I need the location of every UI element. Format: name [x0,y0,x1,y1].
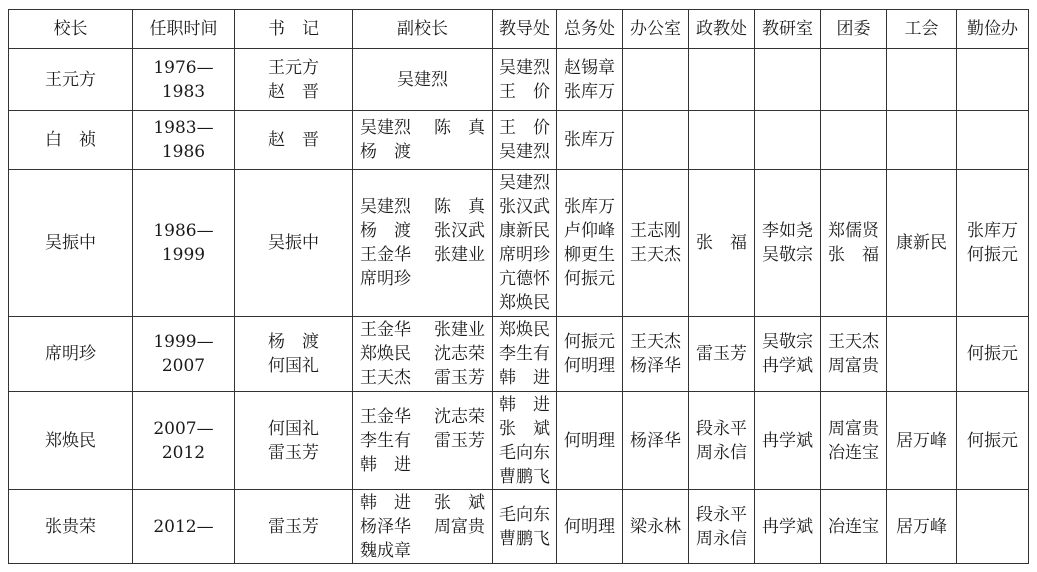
cell-term: 2007—2012 [133,392,235,490]
vice-line [356,515,489,539]
cell-political [689,490,755,564]
header-thrift-office: 勤俭办 [957,10,1029,49]
research-name: 李如尧 [762,221,813,241]
vice-name: 杨 渡 [360,142,411,162]
leadership-table [8,9,1029,564]
cell-thrift [957,170,1029,317]
header-labor-union: 工会 [887,10,957,49]
cell-term: 1976—1983 [133,49,235,111]
research-name: 冉学斌 [762,516,813,537]
secretary-name: 王元方 [268,57,319,78]
cell-office [623,111,689,170]
vice-name: 陈 真 [434,118,485,138]
political-name: 段永平 [696,504,747,525]
cell-secretary [235,170,353,317]
header-political-office: 政教处 [689,10,755,49]
vice-line [356,405,489,429]
teaching-name: 王 价 [499,81,550,102]
cell-youth [821,317,887,392]
research-name: 吴敬宗 [762,332,813,352]
general-name: 卢仰峰 [564,221,615,241]
general-name: 何振元 [564,332,615,352]
vice-line [356,491,489,515]
cell-secretary [235,111,353,170]
political-name: 周永信 [696,528,747,549]
cell-vice-principal [353,111,493,170]
vice-name: 张建业 [434,320,485,340]
vice-name: 杨 渡 [360,221,411,241]
thrift-name: 何振元 [967,430,1018,451]
general-name: 张库万 [564,197,615,217]
cell-principal: 郑焕民 [9,392,133,490]
thrift-name: 何振元 [967,245,1018,265]
teaching-name: 李生有 [499,344,550,364]
political-name: 张 福 [696,233,747,253]
cell-secretary [235,392,353,490]
cell-political [689,170,755,317]
political-name: 雷玉芳 [696,344,747,364]
cell-youth [821,111,887,170]
vice-line [356,366,489,390]
vice-name: 魏成章 [360,540,411,561]
general-name: 张库万 [564,130,615,150]
secretary-name: 赵 晋 [268,81,319,102]
header-youth-league: 团委 [821,10,887,49]
vice-name: 雷玉芳 [434,430,485,451]
table-row [9,392,1029,490]
leadership-table-container [8,9,1029,564]
cell-teaching [493,317,557,392]
vice-name: 吴建烈 [397,69,448,90]
research-name: 冉学斌 [762,430,813,451]
office-name: 王天杰 [630,332,681,352]
general-name: 何明理 [564,430,615,451]
cell-research [755,490,821,564]
vice-name: 吴建烈 [360,197,411,217]
cell-political [689,392,755,490]
secretary-name: 赵 晋 [268,130,319,150]
cell-political [689,111,755,170]
cell-secretary [235,490,353,564]
vice-name: 郑焕民 [360,344,411,364]
cell-research [755,170,821,317]
research-name: 吴敬宗 [762,245,813,265]
header-term: 任职时间 [133,10,235,49]
vice-line [356,195,489,219]
cell-term: 1999—2007 [133,317,235,392]
teaching-name: 康新民 [499,221,550,241]
cell-political [689,317,755,392]
office-name: 梁永林 [630,516,681,537]
cell-thrift [957,49,1029,111]
cell-office [623,49,689,111]
cell-term: 1986—1999 [133,170,235,317]
table-row [9,111,1029,170]
cell-general [557,490,623,564]
vice-name: 王金华 [360,406,411,427]
thrift-name: 何振元 [967,344,1018,364]
table-row [9,170,1029,317]
general-name: 何明理 [564,356,615,376]
union-name: 康新民 [896,233,947,253]
teaching-name: 吴建烈 [499,142,550,162]
vice-line [356,267,489,291]
vice-line [356,116,489,140]
header-vice-principal: 副校长 [353,10,493,49]
teaching-name: 吴建烈 [499,173,550,193]
header-admin-office: 办公室 [623,10,689,49]
vice-name: 韩 进 [360,454,411,475]
cell-thrift [957,317,1029,392]
thrift-name: 张库万 [967,221,1018,241]
vice-line [356,342,489,366]
political-name: 周永信 [696,442,747,463]
header-row [9,10,1029,49]
cell-union [887,170,957,317]
cell-general [557,170,623,317]
vice-line [356,140,489,164]
cell-research [755,317,821,392]
cell-thrift [957,490,1029,564]
cell-youth [821,49,887,111]
cell-general [557,392,623,490]
cell-office [623,170,689,317]
general-name: 赵锡章 [564,57,615,78]
cell-principal: 席明珍 [9,317,133,392]
cell-term: 2012— [133,490,235,564]
general-name: 张库万 [564,81,615,102]
union-name: 居万峰 [896,516,947,537]
cell-teaching [493,170,557,317]
secretary-name: 雷玉芳 [268,516,319,537]
secretary-name: 吴振中 [268,233,319,253]
cell-youth [821,392,887,490]
teaching-name: 郑焕民 [499,320,550,340]
office-name: 杨泽华 [630,356,681,376]
teaching-name: 亢德怀 [499,269,550,289]
teaching-name: 王 价 [499,118,550,138]
office-name: 杨泽华 [630,430,681,451]
cell-office [623,317,689,392]
cell-union [887,111,957,170]
vice-name: 陈 真 [434,197,485,217]
header-teaching-office: 教导处 [493,10,557,49]
youth-name: 王天杰 [828,332,879,352]
teaching-name: 曹鹏飞 [499,466,550,487]
teaching-name: 张汉武 [499,197,550,217]
vice-name: 席明珍 [360,269,411,289]
teaching-name: 吴建烈 [499,57,550,78]
vice-name: 韩 进 [360,492,411,513]
vice-name: 吴建烈 [360,118,411,138]
cell-union [887,490,957,564]
table-body [9,49,1029,564]
vice-name: 王金华 [360,320,411,340]
header-research-office: 教研室 [755,10,821,49]
teaching-name: 郑焕民 [499,293,550,313]
table-row [9,49,1029,111]
cell-research [755,392,821,490]
secretary-name: 何国礼 [268,356,319,376]
teaching-name: 毛向东 [499,504,550,525]
vice-name: 周富贵 [434,516,485,537]
youth-name: 张 福 [828,245,879,265]
political-name: 段永平 [696,418,747,439]
vice-name: 沈志荣 [434,406,485,427]
header-principal: 校长 [9,10,133,49]
cell-political [689,49,755,111]
general-name: 何明理 [564,516,615,537]
general-name: 柳更生 [564,245,615,265]
cell-vice-principal [353,490,493,564]
vice-name: 李生有 [360,430,411,451]
cell-teaching [493,111,557,170]
header-general-affairs: 总务处 [557,10,623,49]
cell-union [887,49,957,111]
vice-line [356,219,489,243]
cell-office [623,490,689,564]
cell-general [557,49,623,111]
vice-name: 沈志荣 [434,344,485,364]
cell-office [623,392,689,490]
cell-youth [821,490,887,564]
cell-vice-principal [353,170,493,317]
vice-line [356,318,489,342]
cell-youth [821,170,887,317]
cell-teaching [493,392,557,490]
cell-principal: 张贵荣 [9,490,133,564]
table-row [9,490,1029,564]
secretary-name: 杨 渡 [268,332,319,352]
secretary-name: 雷玉芳 [268,442,319,463]
office-name: 王志刚 [630,221,681,241]
cell-principal: 王元方 [9,49,133,111]
cell-general [557,317,623,392]
cell-thrift [957,111,1029,170]
cell-principal: 吴振中 [9,170,133,317]
vice-line [356,539,489,563]
teaching-name: 韩 进 [499,368,550,388]
office-name: 王天杰 [630,245,681,265]
cell-teaching [493,490,557,564]
cell-general [557,111,623,170]
cell-union [887,392,957,490]
cell-research [755,49,821,111]
youth-name: 冶连宝 [828,516,879,537]
cell-teaching [493,49,557,111]
cell-thrift [957,392,1029,490]
youth-name: 周富贵 [828,418,879,439]
general-name: 何振元 [564,269,615,289]
cell-research [755,111,821,170]
vice-name: 张汉武 [434,221,485,241]
research-name: 冉学斌 [762,356,813,376]
cell-vice-principal [353,392,493,490]
teaching-name: 席明珍 [499,245,550,265]
cell-vice-principal [353,49,493,111]
cell-principal: 白 祯 [9,111,133,170]
vice-name: 雷玉芳 [434,368,485,388]
vice-line [356,453,489,477]
cell-union [887,317,957,392]
vice-line [356,243,489,267]
teaching-name: 韩 进 [499,394,550,415]
teaching-name: 曹鹏飞 [499,528,550,549]
table-row [9,317,1029,392]
vice-name: 王金华 [360,245,411,265]
youth-name: 冶连宝 [828,442,879,463]
cell-vice-principal [353,317,493,392]
cell-secretary [235,49,353,111]
cell-secretary [235,317,353,392]
vice-line [356,429,489,453]
teaching-name: 张 斌 [499,418,550,439]
youth-name: 郑儒贤 [828,221,879,241]
teaching-name: 毛向东 [499,442,550,463]
secretary-name: 何国礼 [268,418,319,439]
youth-name: 周富贵 [828,356,879,376]
vice-name: 杨泽华 [360,516,411,537]
header-secretary: 书 记 [235,10,353,49]
vice-name: 张建业 [434,245,485,265]
vice-line [356,68,489,92]
vice-name: 张 斌 [434,492,485,513]
union-name: 居万峰 [896,430,947,451]
vice-name: 王天杰 [360,368,411,388]
cell-term: 1983—1986 [133,111,235,170]
